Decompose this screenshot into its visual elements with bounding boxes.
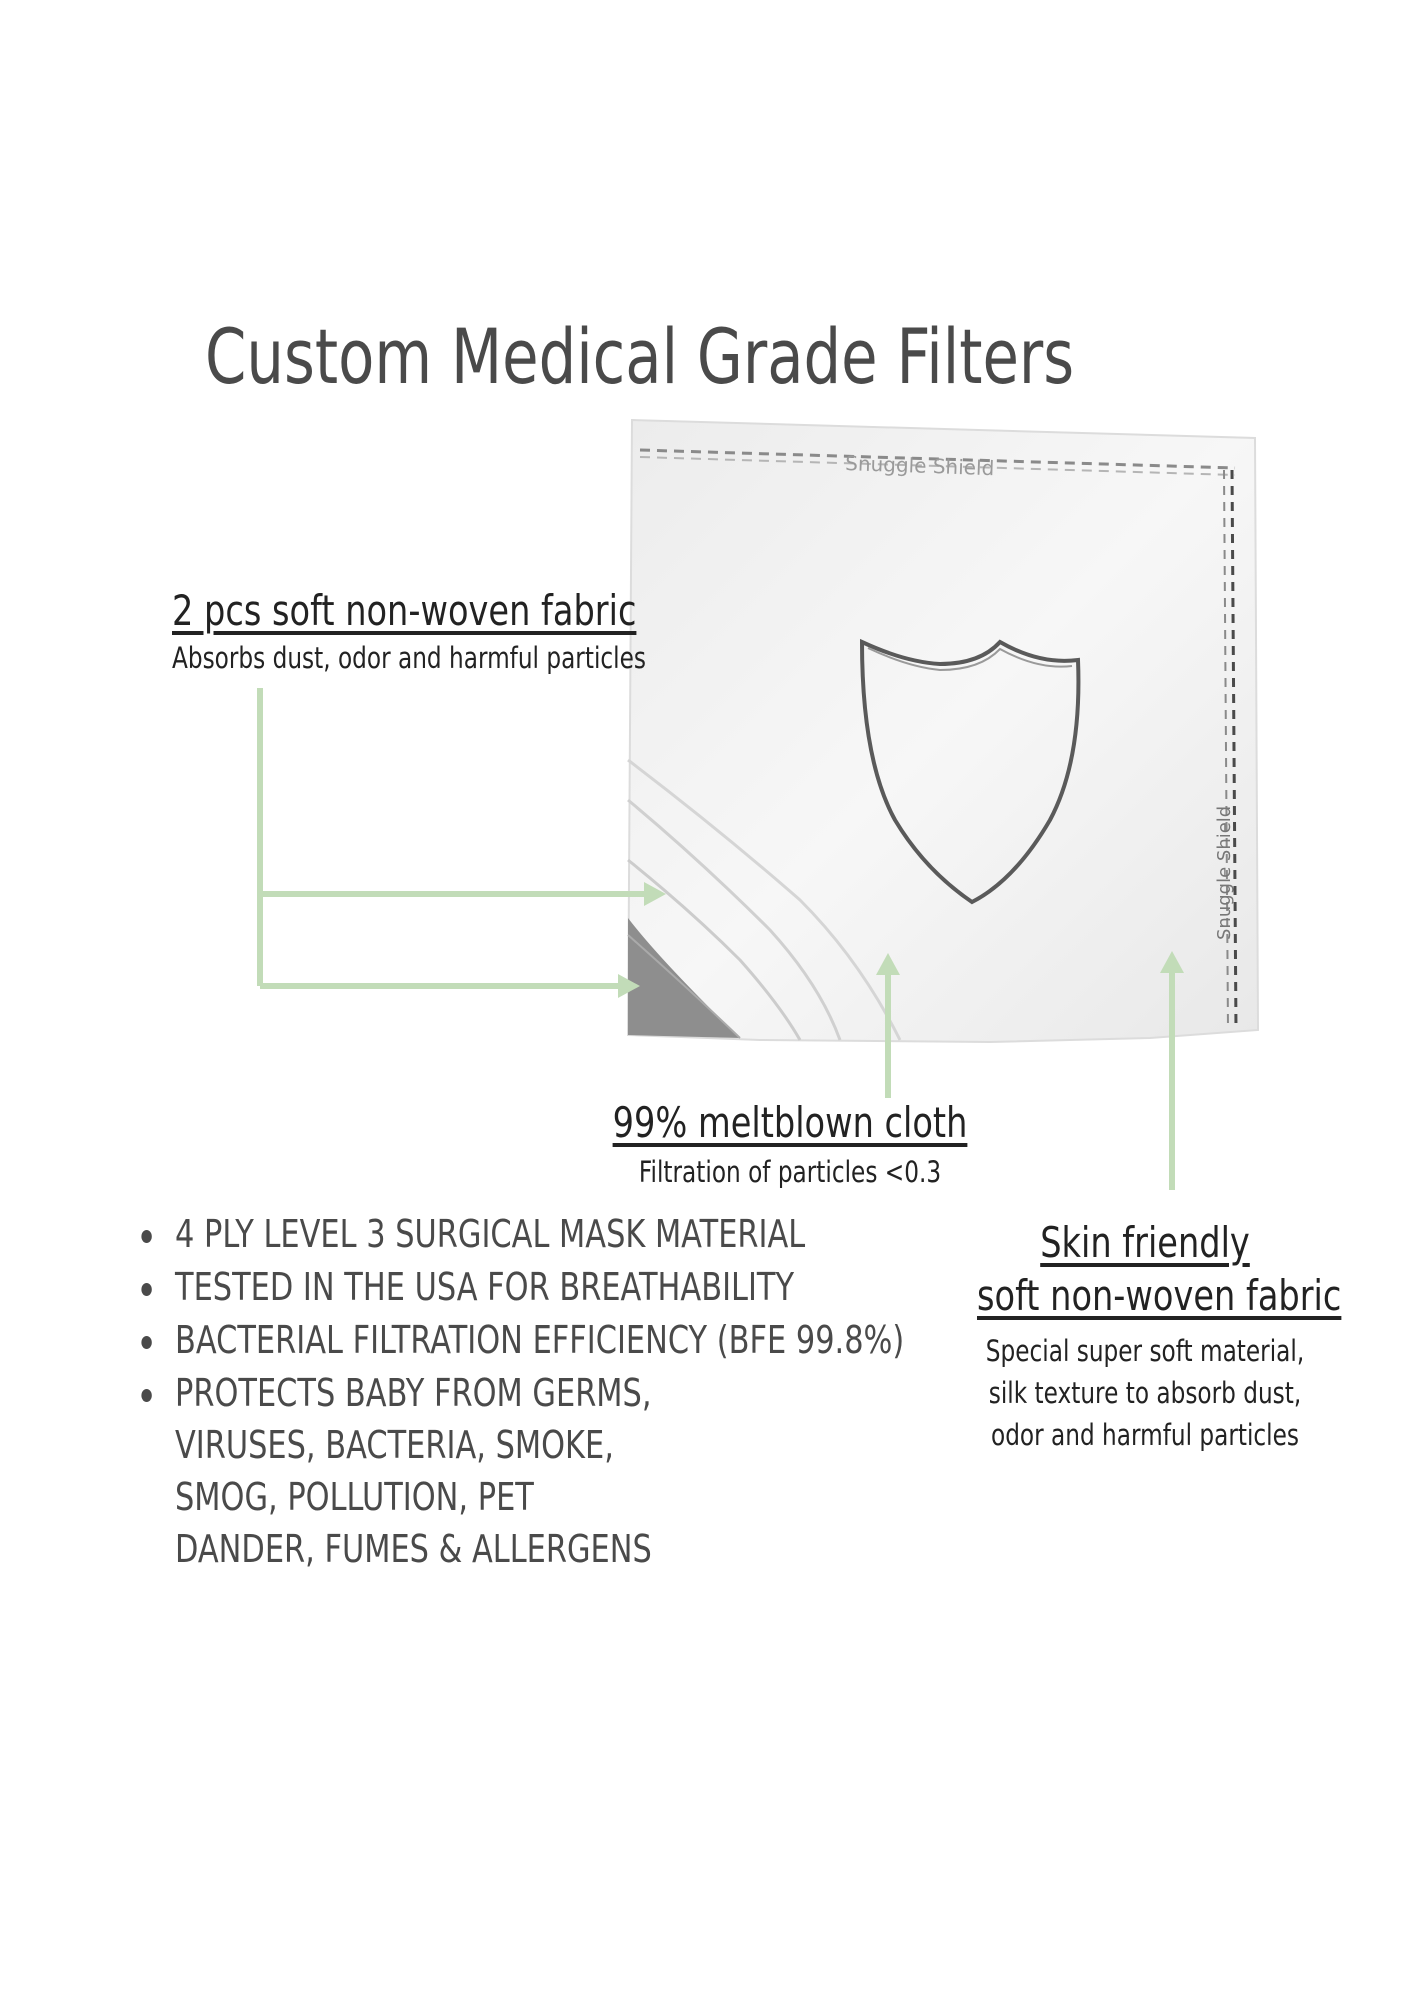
callout-skin-friendly (935, 1218, 1355, 1456)
arrow-nonwoven (260, 688, 650, 986)
callout-skin-friendly-heading-2: soft non-woven fabric (977, 1271, 1342, 1320)
callout-meltblown (555, 1098, 1025, 1189)
brand-text-top: Snuggle Shield (844, 451, 995, 481)
feature-list (135, 1208, 905, 1576)
page-title: Custom Medical Grade Filters (205, 312, 1075, 401)
callout-nonwoven-heading: 2 pcs soft non-woven fabric (172, 586, 637, 635)
callout-skin-friendly-description-3: odor and harmful particles (991, 1418, 1299, 1452)
feature-item: BACTERIAL FILTRATION EFFICIENCY (BFE 99.8%) (135, 1314, 935, 1366)
callout-skin-friendly-description-1: Special super soft material, (985, 1334, 1305, 1368)
feature-item: PROTECTS BABY FROM GERMS, VIRUSES, BACTERIA, SMOKE, SMOG, POLLUTION, PET DANDER, FUMES & ALLERGENS (135, 1367, 655, 1575)
callout-meltblown-heading: 99% meltblown cloth (612, 1098, 968, 1147)
callout-skin-friendly-heading-1: Skin friendly (1040, 1218, 1250, 1267)
filter-fabric (628, 420, 1258, 1042)
callout-skin-friendly-description-2: silk texture to absorb dust, (988, 1376, 1302, 1410)
callout-nonwoven-description: Absorbs dust, odor and harmful particles (172, 641, 646, 675)
feature-item: 4 PLY LEVEL 3 SURGICAL MASK MATERIAL (135, 1208, 935, 1260)
brand-text-side: Snuggle Shield (1214, 805, 1235, 940)
feature-item: TESTED IN THE USA FOR BREATHABILITY (135, 1261, 935, 1313)
callout-meltblown-description: Filtration of particles <0.3 (638, 1155, 942, 1189)
callout-nonwoven (120, 586, 646, 675)
